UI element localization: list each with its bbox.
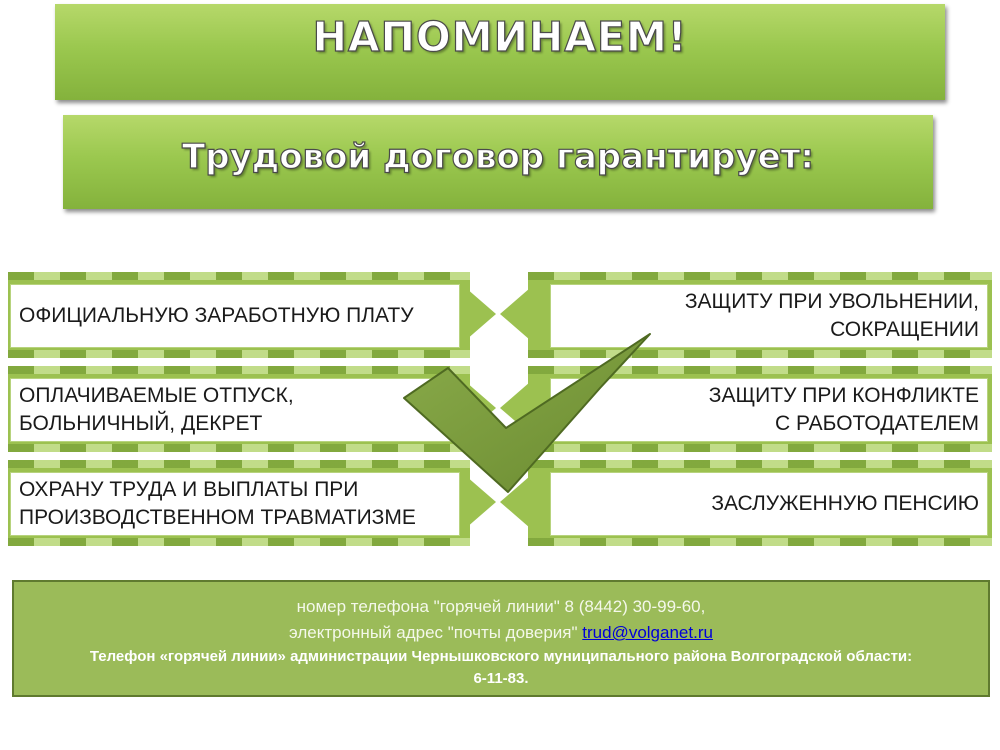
guarantee-text: ПРОИЗВОДСТВЕННОМ ТРАВМАТИЗМЕ — [19, 506, 416, 529]
admin-phone: 6-11-83. — [473, 670, 529, 687]
guarantee-text: ЗАЩИТУ ПРИ КОНФЛИКТЕ — [708, 384, 979, 407]
guarantee-text: ОХРАНУ ТРУДА И ВЫПЛАТЫ ПРИ — [19, 478, 359, 501]
guarantee-text: СОКРАЩЕНИИ — [830, 318, 979, 341]
admin-hotline: Телефон «горячей линии» администрации Чернышковского муниципального района Волгоградской области: — [89, 648, 913, 665]
email-line — [14, 620, 988, 646]
guarantee-text: С РАБОТОДАТЕЛЕМ — [775, 412, 979, 435]
email-link[interactable]: trud@volganet.ru — [582, 623, 713, 642]
page-subtitle: Трудовой договор гарантирует: — [182, 137, 814, 177]
guarantee-text: ЗАСЛУЖЕННУЮ ПЕНСИЮ — [711, 492, 979, 515]
guarantee-text: БОЛЬНИЧНЫЙ, ДЕКРЕТ — [19, 412, 263, 435]
email-label: электронный адрес "почты доверия" — [289, 623, 583, 642]
page-title: НАПОМИНАЕМ! — [312, 13, 688, 61]
guarantee-text: ЗАЩИТУ ПРИ УВОЛЬНЕНИИ, — [684, 290, 979, 313]
guarantee-text: ОПЛАЧИВАЕМЫЕ ОТПУСК, — [19, 384, 294, 407]
hotline-phone: номер телефона "горячей линии" 8 (8442) 30-99-60, — [296, 597, 706, 616]
contact-footer — [12, 580, 990, 697]
guarantee-text: ОФИЦИАЛЬНУЮ ЗАРАБОТНУЮ ПЛАТУ — [19, 304, 414, 327]
